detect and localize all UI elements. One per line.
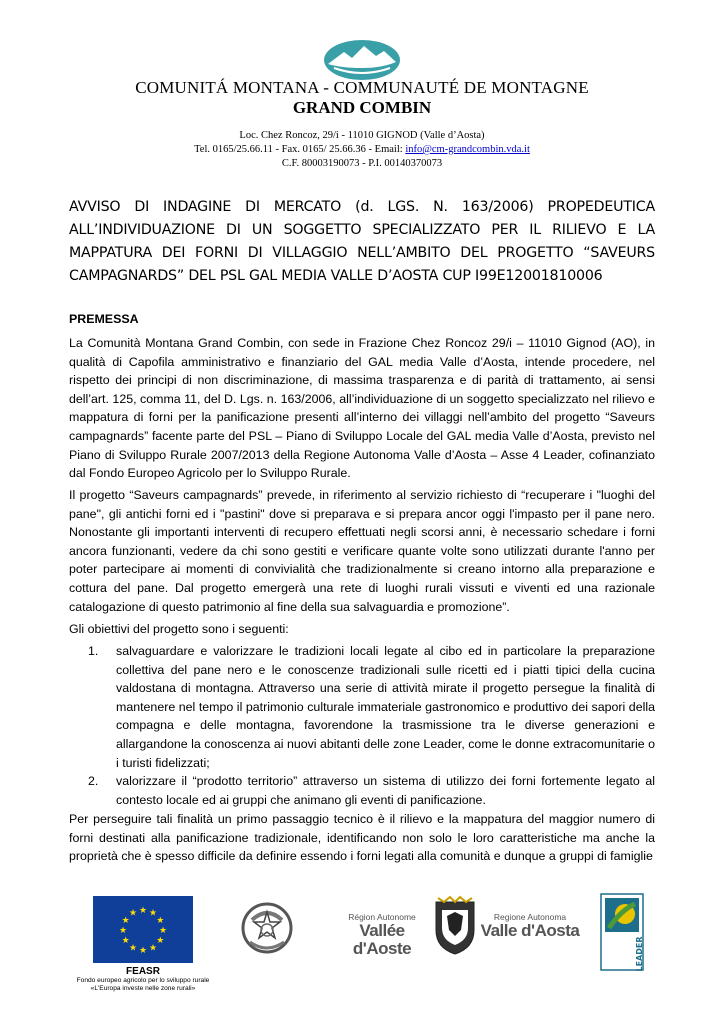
paragraph: Gli obiettivi del progetto sono i seguenti: bbox=[69, 622, 289, 636]
svg-text:★: ★ bbox=[121, 936, 130, 946]
title-line: ALL’INDIVIDUAZIONE DI UN SOGGETTO SPECIALIZZATO PER IL RILIEVO E LA bbox=[69, 222, 655, 238]
leader-logo-text: LEADER bbox=[635, 936, 644, 972]
svg-text:★: ★ bbox=[156, 936, 165, 946]
list-item bbox=[69, 642, 655, 772]
svg-text:★: ★ bbox=[138, 946, 148, 956]
footer-logos bbox=[0, 892, 724, 1022]
section-heading: PREMESSA bbox=[69, 312, 139, 326]
header-address: Loc. Chez Roncoz, 29/i - 11010 GIGNOD (Valle d’Aosta) bbox=[239, 130, 485, 141]
list-number: 1. bbox=[88, 644, 99, 658]
objectives-list bbox=[69, 642, 655, 809]
svg-text:★: ★ bbox=[138, 906, 148, 916]
feasr-caption bbox=[64, 966, 222, 993]
header-name: GRAND COMBIN bbox=[292, 98, 432, 117]
feasr-title: FEASR bbox=[126, 966, 160, 977]
svg-text:★: ★ bbox=[118, 926, 128, 936]
region-crest-icon bbox=[432, 896, 478, 956]
community-logo-icon bbox=[322, 38, 402, 82]
list-number: 2. bbox=[88, 774, 99, 789]
list-text: valorizzare il “prodotto territorio” attraverso un sistema di utilizzo dei forni fortemente legato al contesto locale ed ai gruppi che animano gli eventi di panificazione. bbox=[116, 774, 655, 807]
feasr-line: Fondo europeo agricolo per lo sviluppo rurale bbox=[76, 977, 210, 984]
svg-text:★: ★ bbox=[128, 943, 138, 954]
paragraph: Per perseguire tali finalità un primo passaggio tecnico è il rilievo e la mappatura del maggior numero di forni destinati alla panificazione tradizionale, identificando non solo le loro caratteristiche ma anche la proprietà che è spesso difficile da definire essendo i forni legati alla comunità e dunque a gruppi di famiglie bbox=[69, 812, 655, 864]
email-link[interactable]: info@cm-grandcombin.vda.it bbox=[405, 144, 530, 155]
svg-text:★: ★ bbox=[128, 908, 138, 919]
region-logo-fr bbox=[332, 912, 432, 958]
region-label-big: Vallée d'Aoste bbox=[352, 921, 412, 958]
region-label-small: Regione Autonoma bbox=[493, 912, 567, 922]
leader-logo-icon bbox=[601, 894, 643, 970]
region-logo-it bbox=[478, 912, 582, 940]
eu-flag-icon bbox=[93, 896, 193, 963]
svg-text:★: ★ bbox=[148, 908, 158, 919]
feasr-line: «L'Europa investe nelle zone rurali» bbox=[90, 985, 196, 992]
region-label-small: Région Autonome bbox=[348, 912, 416, 922]
svg-text:★: ★ bbox=[121, 916, 130, 926]
title-line: MAPPATURA DEI FORNI DI VILLAGGIO NELL’AMBITO DEL PROGETTO “SAVEURS bbox=[69, 245, 655, 261]
header-contacts bbox=[0, 144, 724, 155]
paragraph: La Comunità Montana Grand Combin, con sede in Frazione Chez Roncoz 29/i – 11010 Gignod (AO), in qualità di Capofila amministrativo e finanziario del GAL media Valle d’Aosta, intende procedere, nel rispetto dei principi di non discriminazione, di massima trasparenza e di parità di trattamento, ai sensi dell’art. 125, comma 11, del D. Lgs. n. 163/2006, all’individuazione di un soggetto specializzato nel rilievo e mappatura di forni per la panificazione presenti all’interno dei villaggi nell’ambito del progetto “Saveurs campagnards” facente parte del PSL – Piano di Sviluppo Locale del GAL media Valle d’Aosta, previsto nel Piano di Sviluppo Rurale 2007/2013 della Regione Autonoma Valle d’Aosta – Asse 4 Leader, cofinanziato dal Fondo Europeo Agricolo per lo Sviluppo Rurale. bbox=[69, 336, 655, 481]
document-title bbox=[69, 196, 655, 288]
list-item bbox=[69, 772, 655, 809]
paragraph: Il progetto “Saveurs campagnards” prevede, in riferimento al servizio richiesto di “recuperare i "luoghi del pane", gli antichi forni ed i "pastini" dove si preparava e si prepara ancor oggi l'impasto per il pane nero. Nonostante gli importanti interventi di recupero effettuati negli scorsi anni, è necessario schedare i forni ancora funzionanti, vedere da chi sono gestiti e verificare quante volte sono utilizzati durante l'anno per poter partecipare ai momenti di convivialità che tradizionalmente si creano intorno alla preparazione e cottura del pane. Dal progetto emergerà una rete di luoghi rurali vissuti e viventi ed una razionale catalogazione di questo patrimonio al fine della sua salvaguardia e promozione”. bbox=[69, 488, 655, 614]
svg-text:★: ★ bbox=[148, 943, 158, 954]
region-label-big: Valle d'Aosta bbox=[480, 921, 580, 940]
italian-republic-emblem-icon bbox=[240, 900, 294, 956]
svg-text:★: ★ bbox=[158, 926, 168, 936]
svg-text:★: ★ bbox=[156, 916, 165, 926]
title-line: CAMPAGNARDS” DEL PSL GAL MEDIA VALLE D’AOSTA CUP I99E12001810006 bbox=[69, 268, 603, 284]
title-line: AVVISO DI INDAGINE DI MERCATO (d. LGS. N. 163/2006) PROPEDEUTICA bbox=[69, 199, 655, 215]
header-tax-codes: C.F. 80003190073 - P.I. 00140370073 bbox=[281, 158, 443, 169]
header-tel-fax: Tel. 0165/25.66.11 - Fax. 0165/ 25.66.36 - Email: bbox=[194, 144, 406, 155]
header-organization: COMUNITÁ MONTANA - COMMUNAUTÉ DE MONTAGNE bbox=[135, 78, 589, 97]
list-text: salvaguardare e valorizzare le tradizioni locali legate al cibo ed in particolare la preparazione collettiva del pane nero e le conoscenze tradizionali sulle ricetti ed i piatti tipici della cucina valdostana di montagna. Attraverso una serie di attività mirate il progetto persegue la finalità di mantenere nel tempo il patrimonio culturale immateriale gastronomico e produttivo dei sapori della compagna e delle montagna, favorendone la trasmissione tra le diverse generazioni e allargandone la conoscenza ai nuovi abitanti delle zone Leader, come le donne extracomunitarie o i turisti fidelizzati; bbox=[116, 644, 655, 770]
